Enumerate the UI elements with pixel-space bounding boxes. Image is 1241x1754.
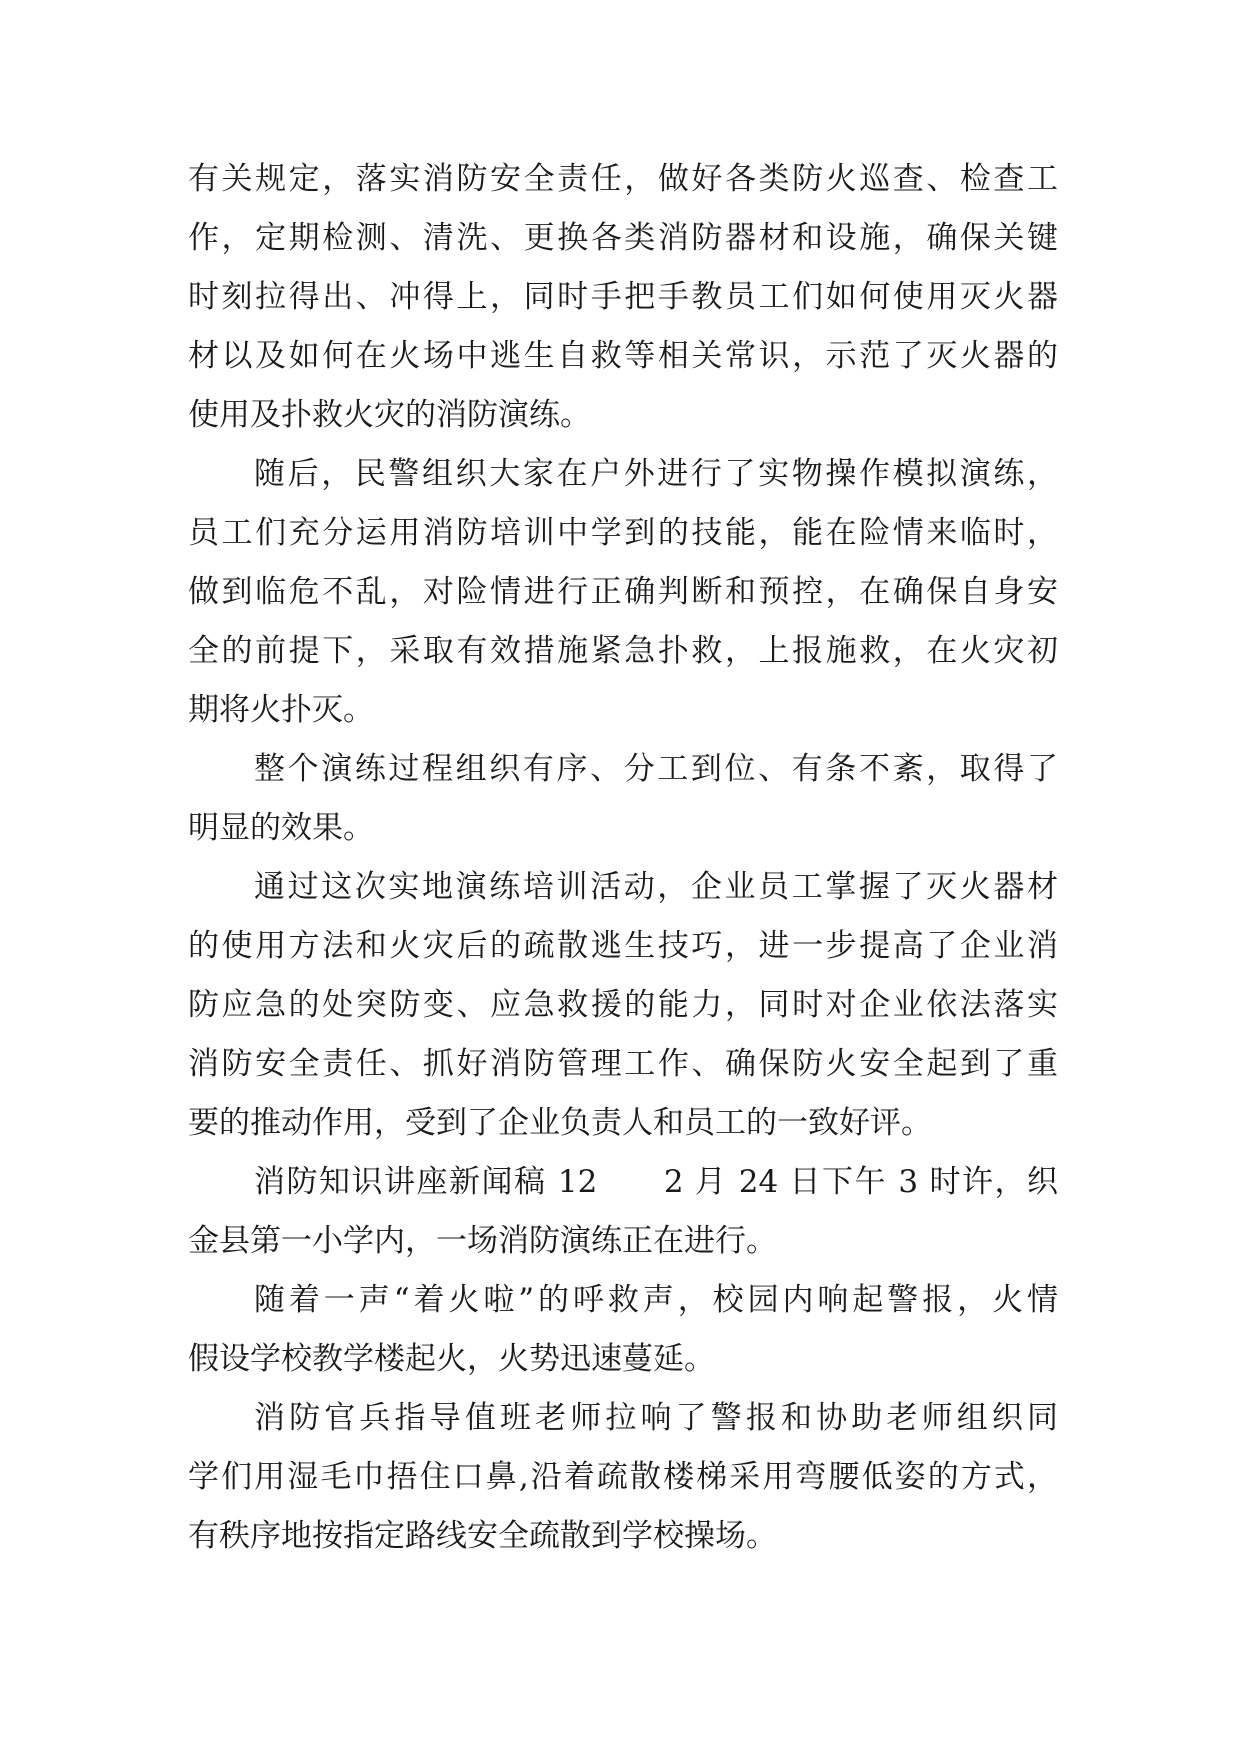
paragraph [188, 150, 1058, 445]
text-line: 随后，民警组织大家在户外进行了实物操作模拟演练， [254, 456, 1058, 492]
text-line: 材以及如何在火场中逃生自救等相关常识，示范了灭火器的 [188, 338, 1058, 374]
text-line: 员工们充分运用消防培训中学到的技能，能在险情来临时， [188, 515, 1058, 551]
text-line: 金县第一小学内，一场消防演练正在进行。 [188, 1223, 777, 1259]
paragraph [188, 1271, 1058, 1389]
text-line: 有关规定，落实消防安全责任，做好各类防火巡查、检查工 [188, 161, 1058, 197]
text-line: 全的前提下，采取有效措施紧急扑救，上报施救，在火灾初 [188, 633, 1058, 669]
text-line: 学们用湿毛巾捂住口鼻,沿着疏散楼梯采用弯腰低姿的方式， [188, 1459, 1058, 1495]
text-line: 明显的效果。 [188, 810, 374, 846]
paragraph [188, 1389, 1058, 1566]
text-line: 作，定期检测、清洗、更换各类消防器材和设施，确保关键 [188, 220, 1058, 256]
text-line: 使用及扑救火灾的消防演练。 [188, 397, 591, 433]
paragraph [188, 740, 1058, 858]
text-line: 消防官兵指导值班老师拉响了警报和协助老师组织同 [254, 1400, 1058, 1436]
paragraph [188, 858, 1058, 1153]
text-line: 期将火扑灭。 [188, 692, 374, 728]
paragraph [188, 445, 1058, 740]
text-line: 时刻拉得出、冲得上，同时手把手教员工们如何使用灭火器 [188, 279, 1058, 315]
text-line: 做到临危不乱，对险情进行正确判断和预控，在确保自身安 [188, 574, 1058, 610]
text-line: 的使用方法和火灾后的疏散逃生技巧，进一步提高了企业消 [188, 928, 1058, 964]
text-line: 消防安全责任、抓好消防管理工作、确保防火安全起到了重 [188, 1046, 1058, 1082]
text-line: 防应急的处突防变、应急救援的能力，同时对企业依法落实 [188, 987, 1058, 1023]
text-line: 随着一声“着火啦”的呼救声，校园内响起警报，火情 [254, 1282, 1058, 1318]
document-body [188, 150, 1058, 1566]
text-line: 有秩序地按指定路线安全疏散到学校操场。 [188, 1518, 777, 1554]
paragraph [188, 1153, 1058, 1271]
text-line: 假设学校教学楼起火，火势迅速蔓延。 [188, 1341, 715, 1377]
text-line: 整个演练过程组织有序、分工到位、有条不紊，取得了 [254, 751, 1058, 787]
text-line: 通过这次实地演练培训活动，企业员工掌握了灭火器材 [254, 869, 1058, 905]
text-line: 要的推动作用，受到了企业负责人和员工的一致好评。 [188, 1105, 932, 1141]
text-line: 消防知识讲座新闻稿 12 2 月 24 日下午 3 时许，织 [254, 1164, 1058, 1200]
